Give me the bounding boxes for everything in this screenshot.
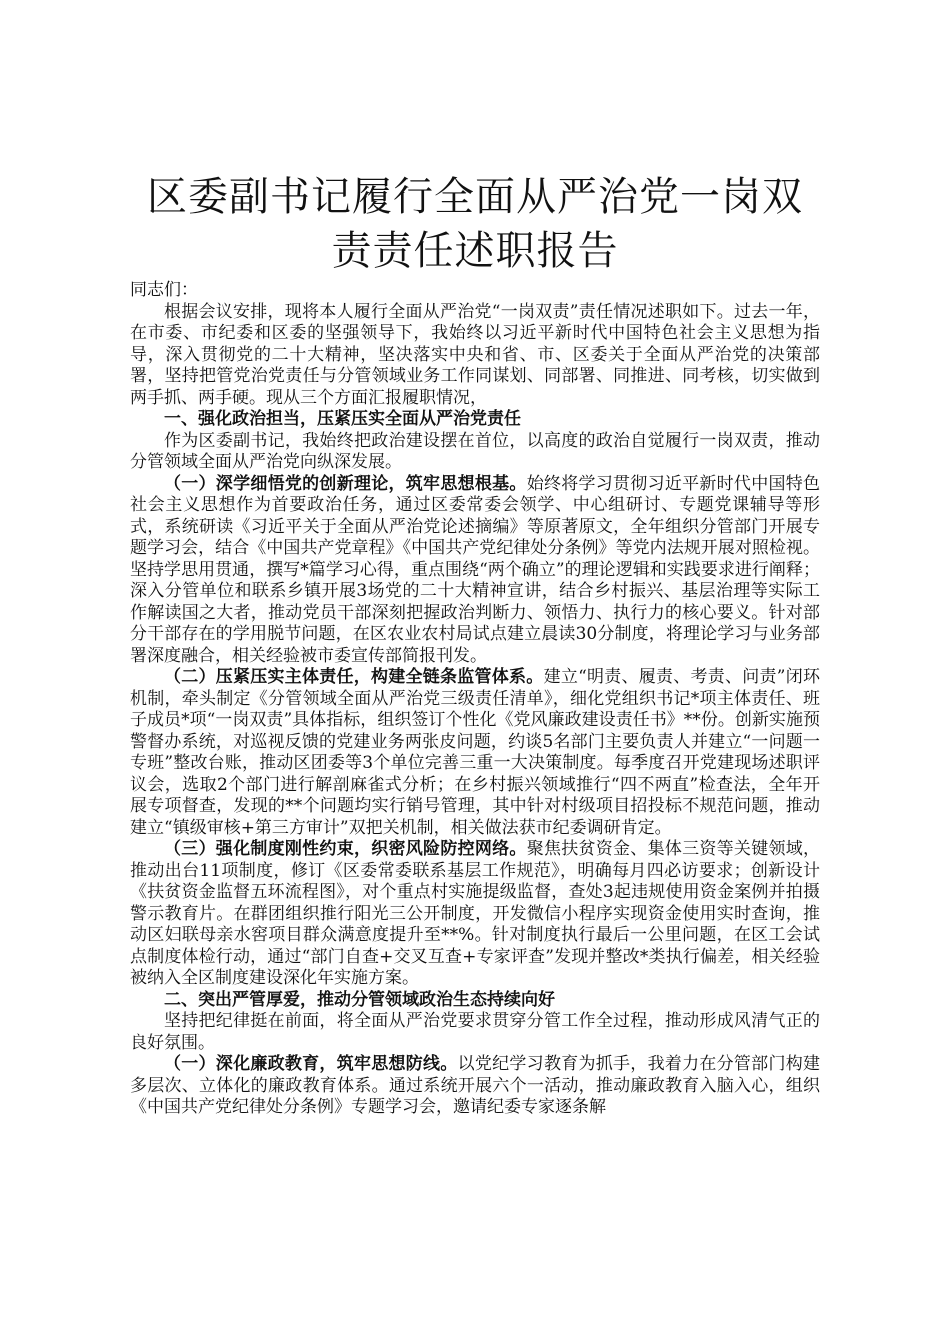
heading-text: 二、突出严管厚爱，推动分管领域政治生态持续向好 [164, 989, 555, 1010]
section-heading-2 [130, 990, 820, 1012]
paragraph-text: 以党纪学习教育为抓手，我着力在分管部门构建多层次、立体化的廉政教育体系。通过系统开展六个一活动，推动廉政教育入脑入心，组织《中国共产党纪律处分条例》专题学习会，邀请纪委专家逐条解 [130, 1054, 820, 1117]
section-heading-1 [130, 409, 820, 431]
subsection-lead: （三）强化制度刚性约束，织密风险防控网络。 [164, 839, 527, 859]
paragraph-text: 始终将学习贯彻习近平新时代中国特色社会主义思想作为首要政治任务，通过区委常委会领学、中心组研讨、专题党课辅导等形式，系统研读《习近平关于全面从严治党论述摘编》等原著原文，全年组织分管部门开展专题学习会，结合《中国共产党章程》《中国共产党纪律处分条例》等党内法规开展对照检视。坚持学思用贯通，撰写*篇学习心得，重点围绕“两个确立”的理论逻辑和实践要求进行阐释；深入分管单位和联系乡镇开展3场党的二十大精神宣讲，结合乡村振兴、基层治理等实际工作解读国之大者，推动党员干部深刻把握政治判断力、领悟力、执行力的核心要义。针对部分干部存在的学用脱节问题，在区农业农村局试点建立晨读30分制度，将理论学习与业务部署深度融合，相关经验被市委宣传部简报刊发。 [130, 473, 821, 666]
subsection-2-1 [130, 1054, 820, 1119]
heading-text: 一、强化政治担当，压紧压实全面从严治党责任 [164, 409, 521, 429]
document-title: 区委副书记履行全面从严治党一岗双责责任述职报告 [147, 174, 803, 274]
subsection-lead: （一）深化廉政教育，筑牢思想防线。 [164, 1054, 458, 1074]
section-2-intro [130, 1011, 820, 1054]
paragraph-text: 聚焦扶贫资金、集体三资等关键领域，推动出台11项制度，修订《区委常委联系基层工作规范》，明确每月四必访要求；创新设计《扶贫资金监督五环流程图》，对个重点村实施提级监督，查处3起违规使用资金案例并拍摄警示教育片。在群团组织推行阳光三公开制度，开发微信小程序实现资金使用实时查询，推动区妇联母亲水窖项目群众满意度提升至**%。针对制度执行最后一公里问题，在区工会试点制度体检行动，通过“部门自查+交叉互查+专家评查”发现并整改*类执行偏差，相关经验被纳入全区制度建设深化年实施方案。 [130, 839, 821, 988]
section-1-intro [130, 431, 820, 474]
subsection-lead: （二）压紧压实主体责任，构建全链条监管体系。 [164, 667, 544, 687]
paragraph-text: 作为区委副书记，我始终把政治建设摆在首位，以高度的政治自觉履行一岗双责，推动分管领域全面从严治党向纵深发展。 [130, 430, 820, 472]
salutation: 同志们： [130, 280, 198, 300]
subsection-1-2 [130, 667, 820, 839]
intro-paragraph [130, 302, 820, 410]
subsection-1-1 [130, 474, 820, 668]
paragraph-text: 建立“明责、履责、考责、问责”闭环机制，牵头制定《分管领域全面从严治党三级责任清单》，细化党组织书记*项主体责任、班子成员*项“一岗双责”具体指标，组织签订个性化《党风廉政建设责任书》**份。创新实施预警督办系统，对巡视反馈的党建业务两张皮问题，约谈5名部门主要负责人并建立“一问题一专班”整改台账，推动区团委等3个单位完善三重一大决策制度。每季度召开党建现场述职评议会，选取2个部门进行解剖麻雀式分析；在乡村振兴领域推行“四不两直”检查法，全年开展专项督查，发现的**个问题均实行销号管理，其中针对村级项目招投标不规范问题，推动建立“镇级审核+第三方审计”双把关机制，相关做法获市纪委调研肯定。 [130, 667, 820, 838]
subsection-lead: （一）深学细悟党的创新理论，筑牢思想根基。 [164, 473, 527, 494]
paragraph-text: 坚持把纪律挺在前面，将全面从严治党要求贯穿分管工作全过程，推动形成风清气正的良好氛围。 [130, 1011, 820, 1053]
subsection-1-3 [130, 839, 820, 990]
paragraph-text: 根据会议安排，现将本人履行全面从严治党“一岗双责”责任情况述职如下。过去一年，在市委、市纪委和区委的坚强领导下，我始终以习近平新时代中国特色社会主义思想为指导，深入贯彻党的二十大精神，坚决落实中央和省、市、区委关于全面从严治党的决策部署，坚持把管党治党责任与分管领域业务工作同谋划、同部署、同推进、同考核，切实做到两手抓、两手硬。现从三个方面汇报履职情况， [130, 301, 820, 408]
document-page [130, 170, 820, 1119]
